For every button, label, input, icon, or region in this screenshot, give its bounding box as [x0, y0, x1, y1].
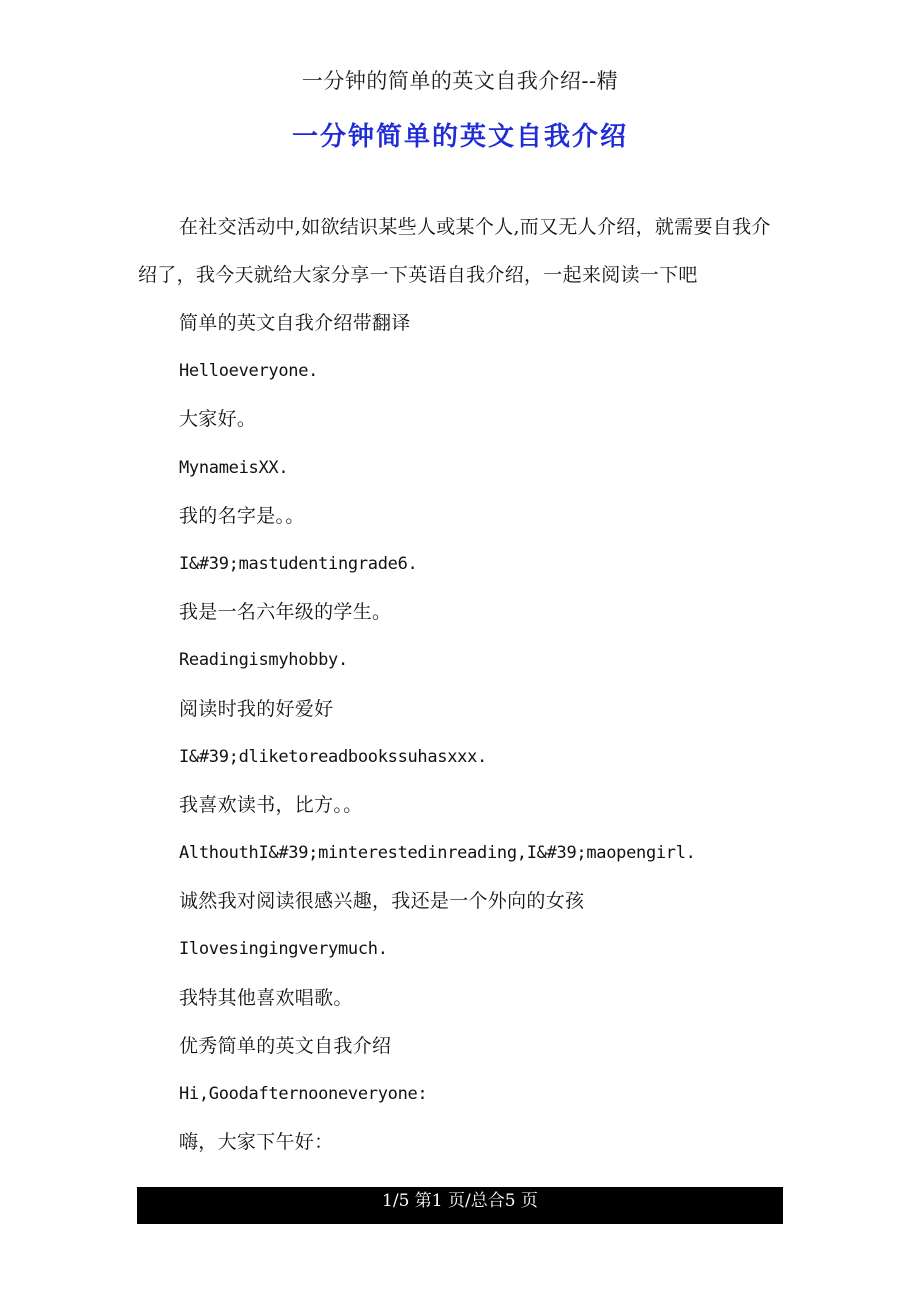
- english-line: Ilovesingingverymuch.: [179, 939, 388, 960]
- chinese-line: 我是一名六年级的学生。: [179, 601, 392, 624]
- english-line: MynameisXX.: [179, 457, 289, 478]
- english-line: I&#39;mastudentingrade6.: [179, 553, 418, 574]
- english-line: AlthouthI&#39;minterestedinreading,I&#39;maopengirl.: [179, 843, 696, 864]
- document-title: 一分钟的简单的英文自我介绍--精: [301, 69, 619, 93]
- document-heading: 一分钟简单的英文自我介绍: [291, 122, 628, 152]
- english-line: Readingismyhobby.: [179, 650, 348, 671]
- chinese-line: 嗨，大家下午好：: [179, 1131, 334, 1154]
- chinese-line: 诚然我对阅读很感兴趣，我还是一个外向的女孩: [179, 890, 585, 913]
- chinese-line: 我喜欢读书，比方。。: [179, 793, 363, 816]
- page-number: 1/5 第1 页/总合5 页: [382, 1191, 538, 1211]
- content-lines: [179, 299, 779, 1166]
- chinese-line: 优秀简单的英文自我介绍: [179, 1034, 392, 1057]
- english-line: I&#39;dliketoreadbookssuhasxxx.: [179, 746, 487, 767]
- chinese-line: 简单的英文自我介绍带翻译: [179, 312, 411, 334]
- chinese-line: 我特其他喜欢唱歌。: [179, 986, 353, 1009]
- chinese-line: 大家好。: [179, 408, 257, 431]
- english-line: Hi,Goodafternooneveryone:: [179, 1084, 428, 1104]
- page-footer: [137, 1187, 783, 1224]
- chinese-line: 我的名字是。。: [179, 504, 305, 527]
- english-line: Helloeveryone.: [179, 361, 319, 382]
- chinese-line: 阅读时我的好爱好: [179, 697, 334, 720]
- intro-paragraph: 在社交活动中,如欲结识某些人或某个人,而又无人介绍，就需要自我介绍了，我今天就给大家分享一下英语自我介绍，一起来阅读一下吧: [138, 216, 771, 286]
